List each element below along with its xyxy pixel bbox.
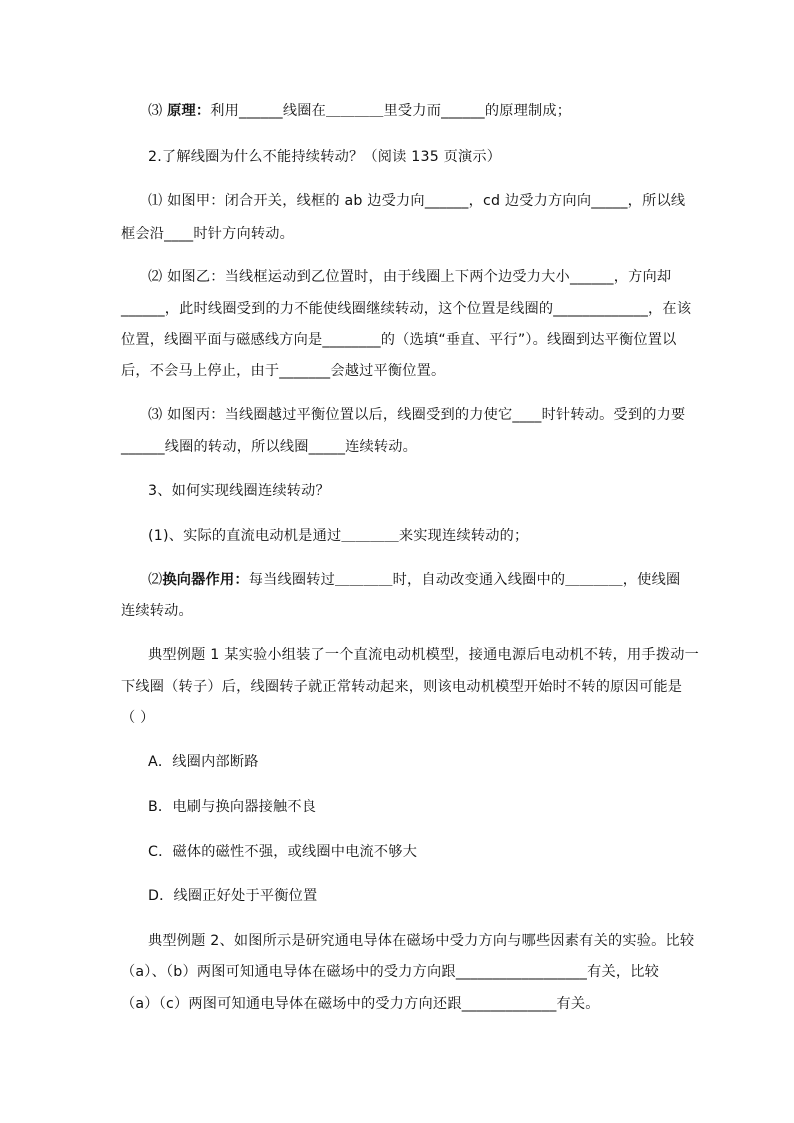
question-yi-line-2: ______，此时线圈受到的力不能使线圈继续转动，这个位置是线圈的_____________，在该 bbox=[121, 301, 692, 317]
question-jia-line-1: ⑴ 如图甲：闭合开关，线框的 ab 边受力向______，cd 边受力方向向_____，所以线 bbox=[148, 193, 686, 209]
question-yi-line-3: 位置，线圈平面与磁感线方向是________的（选填“垂直、平行”）。线圈到达平衡位置以 bbox=[121, 332, 677, 348]
item-number: ⑵ bbox=[148, 572, 163, 588]
option-b: B．电刷与换向器接触不良 bbox=[148, 799, 317, 815]
commutator-function-line-1 bbox=[148, 570, 680, 590]
principle-text: 利用______线圈在＿＿＿＿里受力而______的原理制成； bbox=[210, 103, 572, 119]
commutator-text: 每当线圈转过＿＿＿＿时，自动改变通入线圈中的＿＿＿＿，使线圈 bbox=[248, 572, 681, 588]
question-bing-line-2: ______线圈的转动，所以线圈_____连续转动。 bbox=[121, 439, 418, 455]
example-1-line-1: 典型例题 1 某实验小组装了一个直流电动机模型，接通电源后电动机不转，用手拨动一 bbox=[148, 647, 699, 663]
item-number: ⑶ bbox=[148, 103, 168, 119]
question-yi-line-4: 后，不会马上停止，由于_______会越过平衡位置。 bbox=[121, 363, 446, 379]
example-1-line-2: 下线圈（转子）后，线圈转子就正常转动起来，则该电动机模型开始时不转的原因可能是 bbox=[121, 679, 683, 695]
commutator-label: 换向器作用： bbox=[162, 572, 249, 588]
option-c: C．磁体的磁性不强，或线圈中电流不够大 bbox=[148, 844, 418, 860]
example-2-line-2: （a）、（b）两图可知通电导体在磁场中的受力方向跟__________________有关，比较 bbox=[121, 964, 660, 980]
principle-label: 原理： bbox=[167, 103, 211, 119]
example-2-line-3: （a）（c）两图可知通电导体在磁场中的受力方向还跟_____________有关。 bbox=[121, 996, 600, 1012]
example-2-line-1: 典型例题 2、如图所示是研究通电导体在磁场中受力方向与哪些因素有关的实验。比较 bbox=[148, 933, 695, 949]
question-bing-line-1: ⑶ 如图丙：当线圈越过平衡位置以后，线圈受到的力使它____时针转动。受到的力要 bbox=[148, 407, 686, 423]
answer-bracket: （ ） bbox=[121, 710, 155, 726]
section-3-heading: 3、如何实现线圈连续转动？ bbox=[148, 483, 330, 499]
option-d: D．线圈正好处于平衡位置 bbox=[148, 888, 318, 904]
commutator-function-line-2: 连续转动。 bbox=[121, 603, 193, 619]
section-2-heading: 2.了解线圈为什么不能持续转动？（阅读 135 页演示） bbox=[148, 149, 502, 165]
question-jia-line-2: 框会沿____时针方向转动。 bbox=[121, 226, 295, 242]
question-yi-line-1: ⑵ 如图乙：当线框运动到乙位置时，由于线圈上下两个边受力大小______，方向却 bbox=[148, 269, 672, 285]
principle-line bbox=[148, 101, 571, 121]
commutator-question-1: (1)、实际的直流电动机是通过＿＿＿＿来实现连续转动的； bbox=[148, 528, 529, 544]
option-a: A．线圈内部断路 bbox=[148, 754, 259, 770]
